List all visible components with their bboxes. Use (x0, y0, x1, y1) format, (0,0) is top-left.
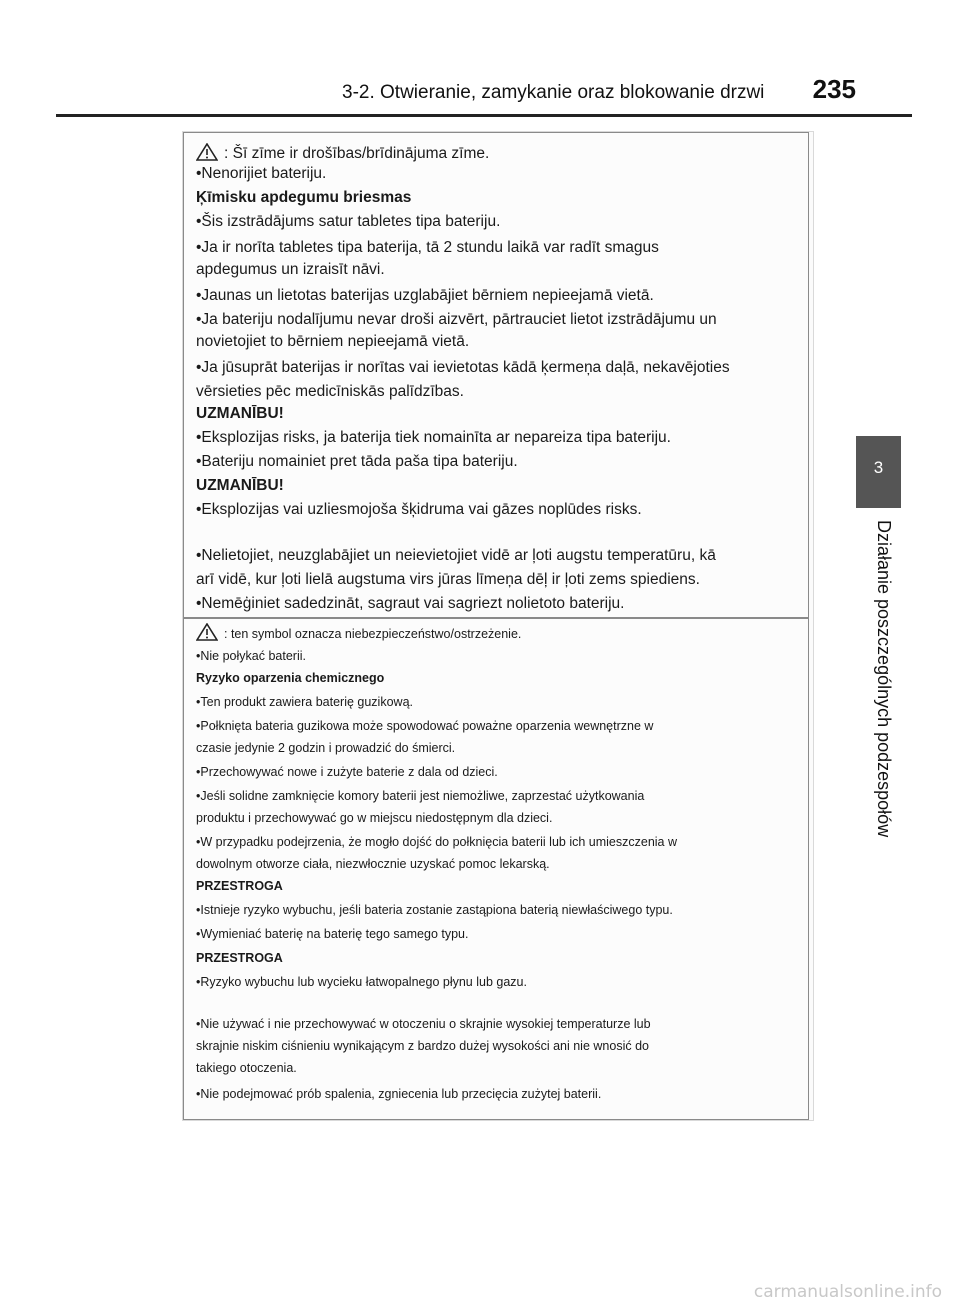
pl-line: •Istnieje ryzyko wybuchu, jeśli bateria zostanie zastąpiona baterią niewłaściwego typu. (196, 903, 673, 917)
pl-line: •Połknięta bateria guzikowa może spowodować poważne oparzenia wewnętrzne w (196, 719, 654, 733)
pl-heading: PRZESTROGA (196, 879, 283, 893)
pl-line: •Nie połykać baterii. (196, 649, 306, 663)
lv-line: •Bateriju nomainiet pret tāda paša tipa bateriju. (196, 453, 518, 470)
lv-line: •Nenorijiet bateriju. (196, 165, 327, 182)
chapter-number: 3 (873, 458, 884, 477)
pl-symbol-line (196, 623, 521, 641)
pl-line: •Jeśli solidne zamknięcie komory baterii jest niemożliwe, zaprzestać użytkowania (196, 789, 645, 803)
pl-line: czasie jedynie 2 godzin i prowadzić do śmierci. (196, 741, 456, 755)
lv-heading: UZMANĪBU! (196, 477, 284, 494)
pl-line-text: : ten symbol oznacza niebezpieczeństwo/ostrzeżenie. (224, 627, 522, 641)
pl-line: dowolnym otworze ciała, niezwłocznie uzyskać pomoc lekarską. (196, 857, 550, 871)
lv-line: •Ja jūsuprāt baterijas ir norītas vai ievietotas kādā ķermeņa daļā, nekavējoties (196, 359, 730, 376)
lv-line: •Nelietojiet, neuzglabājiet un neievietojiet vidē ar ļoti augstu temperatūru, kā (196, 547, 716, 564)
chapter-title-vertical: Działanie poszczególnych podzespołów (874, 520, 894, 838)
pl-line: •Przechowywać nowe i zużyte baterie z dala od dzieci. (196, 765, 498, 779)
lv-line: vērsieties pēc medicīniskās palīdzības. (196, 383, 464, 400)
pl-line: •Nie używać i nie przechowywać w otoczeniu o skrajnie wysokiej temperaturze lub (196, 1017, 651, 1031)
chapter-tab (856, 436, 901, 508)
lv-line-text: : Šī zīme ir drošības/brīdinājuma zīme. (224, 145, 490, 162)
warning-triangle-icon (196, 143, 218, 161)
latvian-warning-block (183, 132, 809, 618)
warning-triangle-icon (196, 623, 218, 641)
lv-line: •Ja ir norīta tabletes tipa baterija, tā 2 stundu laikā var radīt smagus (196, 239, 659, 256)
pl-line: skrajnie niskim ciśnieniu wynikającym z bardzo dużej wysokości ani nie wnosić do (196, 1039, 649, 1053)
lv-line: •Nemēģiniet sadedzināt, sagraut vai sagriezt nolietoto bateriju. (196, 595, 625, 612)
pl-line: •Wymieniać baterię na baterię tego samego typu. (196, 927, 469, 941)
lv-heading: UZMANĪBU! (196, 405, 284, 422)
pl-line: produktu i przechowywać go w miejscu niedostępnym dla dzieci. (196, 811, 553, 825)
pl-line: •Ryzyko wybuchu lub wycieku łatwopalnego płynu lub gazu. (196, 975, 527, 989)
lv-heading: Ķīmisku apdegumu briesmas (196, 189, 412, 206)
pl-heading: Ryzyko oparzenia chemicznego (196, 671, 385, 685)
lv-line: •Eksplozijas risks, ja baterija tiek nomainīta ar nepareiza tipa bateriju. (196, 429, 671, 446)
pl-line: •W przypadku podejrzenia, że mogło dojść do połknięcia baterii lub ich umieszczenia w (196, 835, 678, 849)
watermark: carmanualsonline.info (753, 1282, 942, 1302)
pl-line: •Nie podejmować prób spalenia, zgniecenia lub przecięcia zużytej baterii. (196, 1087, 602, 1101)
lv-line: apdegumus un izraisīt nāvi. (196, 261, 385, 278)
page-number: 235 (812, 74, 856, 104)
polish-warning-block (183, 618, 809, 1120)
lv-line: novietojiet to bērniem nepieejamā vietā. (196, 333, 470, 350)
lv-symbol-line (196, 143, 489, 163)
header-rule (56, 114, 912, 117)
lv-line: •Jaunas un lietotas baterijas uzglabājiet bērniem nepieejamā vietā. (196, 287, 654, 304)
pl-line: •Ten produkt zawiera baterię guzikową. (196, 695, 413, 709)
pl-heading: PRZESTROGA (196, 951, 283, 965)
scanned-label-image (183, 132, 813, 1120)
pl-line: takiego otoczenia. (196, 1061, 297, 1075)
lv-line: •Šis izstrādājums satur tabletes tipa bateriju. (196, 213, 501, 230)
lv-line: •Eksplozijas vai uzliesmojoša šķidruma vai gāzes noplūdes risks. (196, 501, 642, 518)
lv-line: •Ja bateriju nodalījumu nevar droši aizvērt, pārtrauciet lietot izstrādājumu un (196, 311, 717, 328)
section-header-title: 3-2. Otwieranie, zamykanie oraz blokowanie drzwi (342, 82, 765, 103)
lv-line: arī vidē, kur ļoti lielā augstuma virs jūras līmeņa dēļ ir ļoti zems spiediens. (196, 571, 700, 588)
